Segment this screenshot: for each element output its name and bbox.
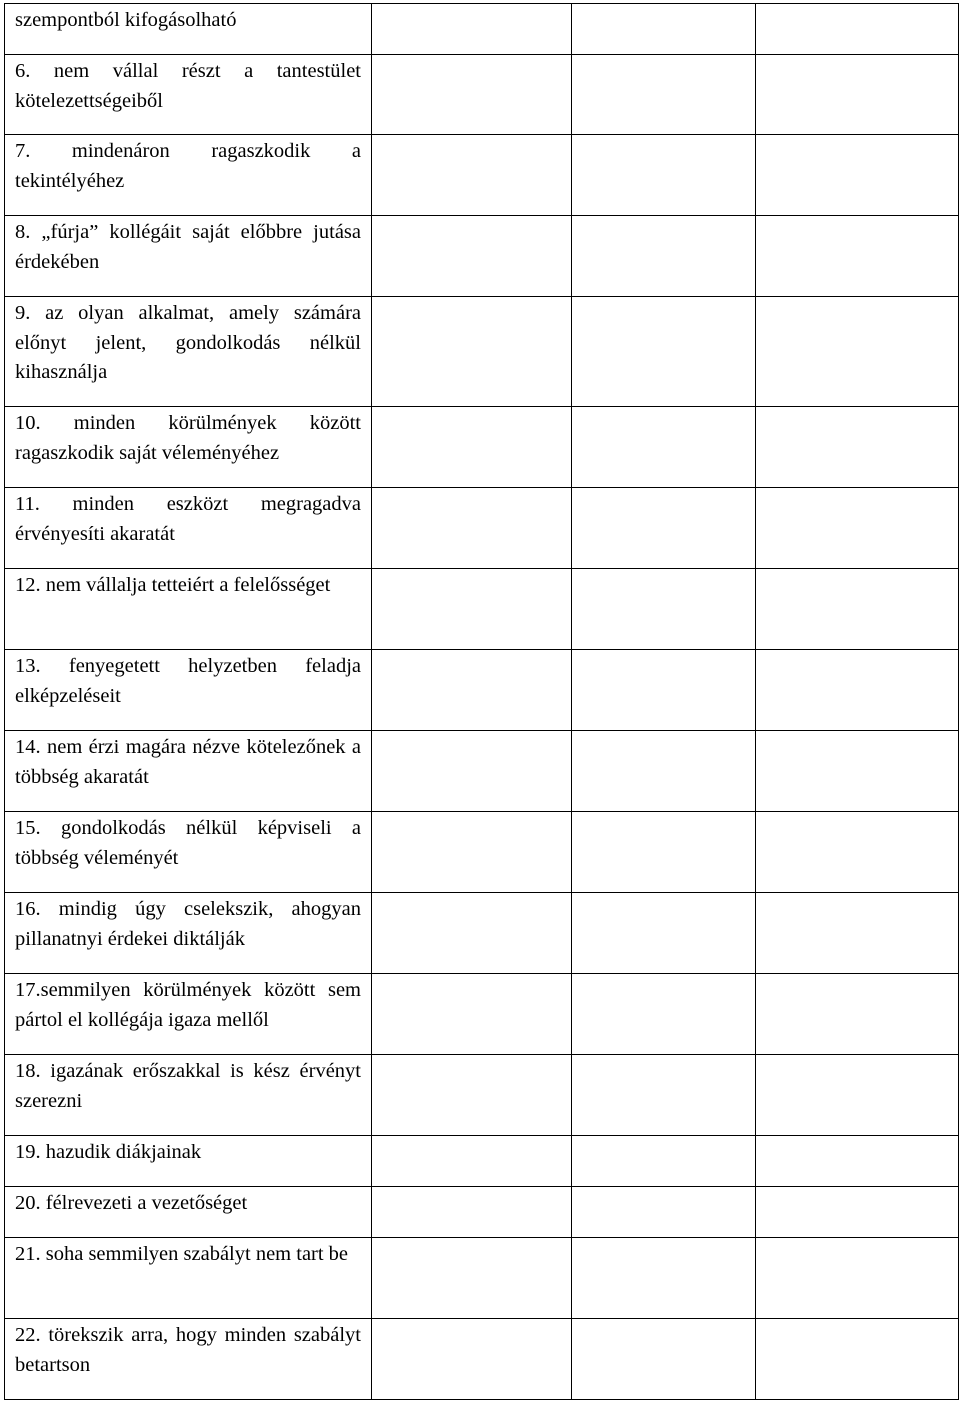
rating-cell[interactable] (572, 488, 756, 569)
item-text: szempontból kifogásolható (5, 4, 372, 55)
item-text: 20. félrevezeti a vezetőséget (5, 1187, 372, 1238)
rating-cell[interactable] (372, 569, 572, 650)
rating-cell[interactable] (372, 1055, 572, 1136)
rating-cell[interactable] (372, 650, 572, 731)
rating-cell[interactable] (572, 407, 756, 488)
rating-cell[interactable] (572, 1319, 756, 1400)
rating-cell[interactable] (572, 812, 756, 893)
rating-cell[interactable] (572, 216, 756, 297)
table-row (5, 812, 959, 893)
table-row (5, 731, 959, 812)
rating-cell[interactable] (756, 1238, 959, 1319)
survey-table (4, 3, 959, 1400)
table-row (5, 4, 959, 55)
table-row (5, 1319, 959, 1400)
item-text: 22. törekszik arra, hogy minden szabályt betartson (5, 1319, 372, 1400)
item-text: 21. soha semmilyen szabályt nem tart be (5, 1238, 372, 1319)
rating-cell[interactable] (372, 488, 572, 569)
table-row (5, 407, 959, 488)
rating-cell[interactable] (372, 1238, 572, 1319)
rating-cell[interactable] (756, 1055, 959, 1136)
rating-cell[interactable] (756, 1136, 959, 1187)
table-row (5, 488, 959, 569)
table-row (5, 297, 959, 407)
rating-cell[interactable] (572, 1136, 756, 1187)
item-text: 15. gondolkodás nélkül képviseli a többség véleményét (5, 812, 372, 893)
rating-cell[interactable] (372, 731, 572, 812)
rating-cell[interactable] (756, 488, 959, 569)
table-row (5, 55, 959, 135)
rating-cell[interactable] (572, 1187, 756, 1238)
rating-cell[interactable] (372, 812, 572, 893)
rating-cell[interactable] (572, 974, 756, 1055)
rating-cell[interactable] (756, 407, 959, 488)
rating-cell[interactable] (372, 1187, 572, 1238)
item-text: 7. mindenáron ragaszkodik a tekintélyéhez (5, 135, 372, 216)
table-row (5, 650, 959, 731)
rating-cell[interactable] (372, 216, 572, 297)
rating-cell[interactable] (572, 135, 756, 216)
rating-cell[interactable] (756, 731, 959, 812)
table-row (5, 1055, 959, 1136)
table-row (5, 974, 959, 1055)
item-text: 6. nem vállal részt a tantestület kötelezettségeiből (5, 55, 372, 135)
rating-cell[interactable] (756, 1187, 959, 1238)
rating-cell[interactable] (756, 650, 959, 731)
rating-cell[interactable] (372, 407, 572, 488)
item-text: 14. nem érzi magára nézve kötelezőnek a többség akaratát (5, 731, 372, 812)
rating-cell[interactable] (372, 55, 572, 135)
rating-cell[interactable] (756, 893, 959, 974)
rating-cell[interactable] (572, 1055, 756, 1136)
table-row (5, 135, 959, 216)
rating-cell[interactable] (372, 1319, 572, 1400)
item-text: 16. mindig úgy cselekszik, ahogyan pillanatnyi érdekei diktálják (5, 893, 372, 974)
rating-cell[interactable] (572, 893, 756, 974)
rating-cell[interactable] (756, 135, 959, 216)
table-row (5, 1136, 959, 1187)
rating-cell[interactable] (372, 297, 572, 407)
table-row (5, 569, 959, 650)
rating-cell[interactable] (372, 893, 572, 974)
rating-cell[interactable] (372, 4, 572, 55)
table-row (5, 1187, 959, 1238)
item-text: 11. minden eszközt megragadva érvényesíti akaratát (5, 488, 372, 569)
rating-cell[interactable] (756, 4, 959, 55)
item-text: 17.semmilyen körülmények között sem pártol el kollégája igaza mellől (5, 974, 372, 1055)
rating-cell[interactable] (572, 569, 756, 650)
rating-cell[interactable] (372, 135, 572, 216)
table-row (5, 216, 959, 297)
rating-cell[interactable] (756, 297, 959, 407)
rating-cell[interactable] (372, 974, 572, 1055)
table-row (5, 893, 959, 974)
table-row (5, 1238, 959, 1319)
rating-cell[interactable] (572, 1238, 756, 1319)
rating-cell[interactable] (572, 297, 756, 407)
rating-cell[interactable] (756, 974, 959, 1055)
rating-cell[interactable] (756, 812, 959, 893)
rating-cell[interactable] (372, 1136, 572, 1187)
item-text: 18. igazának erőszakkal is kész érvényt szerezni (5, 1055, 372, 1136)
item-text: 9. az olyan alkalmat, amely számára előnyt jelent, gondolkodás nélkül kihasználja (5, 297, 372, 407)
rating-cell[interactable] (756, 216, 959, 297)
rating-cell[interactable] (572, 731, 756, 812)
item-text: 12. nem vállalja tetteiért a felelősséget (5, 569, 372, 650)
item-text: 8. „fúrja” kollégáit saját előbbre jutása érdekében (5, 216, 372, 297)
rating-cell[interactable] (572, 4, 756, 55)
rating-cell[interactable] (572, 650, 756, 731)
rating-cell[interactable] (572, 55, 756, 135)
rating-cell[interactable] (756, 55, 959, 135)
rating-cell[interactable] (756, 1319, 959, 1400)
item-text: 19. hazudik diákjainak (5, 1136, 372, 1187)
item-text: 13. fenyegetett helyzetben feladja elképzeléseit (5, 650, 372, 731)
rating-cell[interactable] (756, 569, 959, 650)
item-text: 10. minden körülmények között ragaszkodik saját véleményéhez (5, 407, 372, 488)
